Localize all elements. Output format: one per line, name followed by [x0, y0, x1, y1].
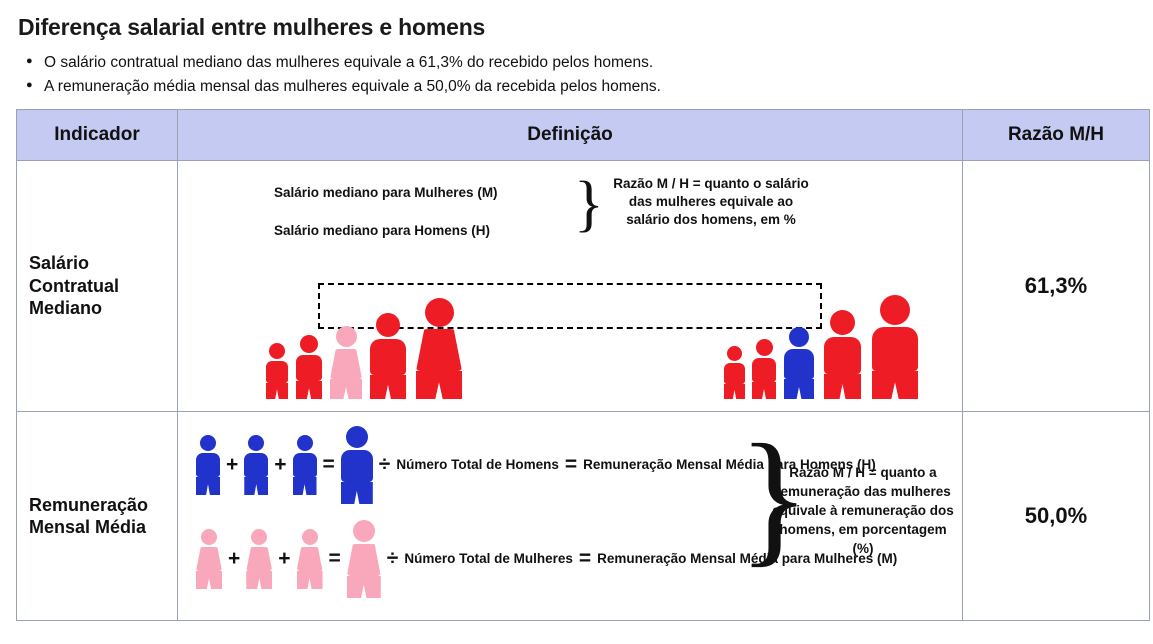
- person-figure-red-medium: [824, 310, 861, 399]
- row-indicator-label: Remuneração Mensal Média: [17, 412, 178, 621]
- ratio-note-text: Razão M / H = quanto a remuneração das mulheres equivale à remuneração dos homens, em porcentagem (%): [772, 465, 954, 556]
- divide-operator: ÷: [378, 453, 391, 477]
- bullet-item: ● O salário contratual mediano das mulheres equivale a 61,3% do recebido pelos homens.: [14, 51, 1139, 75]
- brace-icon: }: [738, 414, 810, 581]
- plus-operator: +: [274, 453, 287, 477]
- table-header-row: [17, 110, 1150, 161]
- row-definition-cell: [178, 412, 963, 621]
- table-row: [17, 161, 1150, 412]
- person-figure-blue: [784, 327, 814, 399]
- bullet-item: ● A remuneração média mensal das mulheres equivale a 50,0% da recebida pelos homens.: [14, 75, 1139, 99]
- row-definition-cell: [178, 161, 963, 412]
- indicators-table: [16, 109, 1150, 621]
- label-total-men: Número Total de Homens: [396, 457, 559, 473]
- person-figure-blue-large: [341, 426, 373, 504]
- label-total-women: Número Total de Mulheres: [404, 551, 573, 567]
- row-indicator-label: Salário Contratual Mediano: [17, 161, 178, 412]
- plus-operator: +: [278, 547, 291, 571]
- person-figure-red-large: [872, 295, 918, 399]
- row-ratio-value: 50,0%: [963, 412, 1150, 621]
- person-figure-pink: [246, 529, 272, 589]
- person-figure-blue: [196, 435, 220, 495]
- person-figure-pink: [330, 326, 362, 399]
- table-row: [17, 412, 1150, 621]
- person-figure-pink-large: [347, 520, 381, 598]
- person-figure-blue: [293, 435, 317, 495]
- person-figure-red-small: [266, 343, 288, 399]
- person-figure-blue: [244, 435, 268, 495]
- median-salary-diagram: [178, 161, 962, 411]
- row-ratio-value: 61,3%: [963, 161, 1150, 412]
- people-figure-group: [178, 279, 962, 399]
- person-figure-red-large: [416, 298, 462, 399]
- person-figure-pink: [196, 529, 222, 589]
- header-ratio: Razão M/H: [963, 110, 1150, 161]
- equals-operator: =: [328, 547, 341, 571]
- person-figure-red-small: [724, 346, 745, 399]
- person-figure-red-small: [296, 335, 322, 399]
- brace-icon: }: [574, 170, 604, 239]
- label-median-women: Salário mediano para Mulheres (M): [274, 185, 498, 201]
- header-definition: Definição: [178, 110, 963, 161]
- label-median-men: Salário mediano para Homens (H): [274, 223, 491, 239]
- divide-operator: ÷: [386, 547, 399, 571]
- header-indicator: Indicador: [17, 110, 178, 161]
- page-title: Diferença salarial entre mulheres e homens: [18, 14, 486, 40]
- ratio-note-text: Razão M / H = quanto o salário das mulheres equivale ao salário dos homens, em %: [613, 176, 809, 228]
- label-result-men: Remuneração Mensal Média para Homens (H): [583, 457, 876, 473]
- average-pay-diagram: [178, 412, 962, 620]
- equals-operator: =: [322, 453, 335, 477]
- bullet-list: [14, 51, 1139, 99]
- equals-operator: =: [578, 547, 592, 571]
- person-figure-red-small: [752, 339, 776, 399]
- person-figure-red-medium: [370, 313, 406, 399]
- plus-operator: +: [228, 547, 241, 571]
- person-figure-pink: [297, 529, 323, 589]
- label-result-women: Remuneração Mensal Média para Mulheres (M): [597, 551, 898, 567]
- equals-operator: =: [564, 453, 578, 477]
- plus-operator: +: [226, 453, 239, 477]
